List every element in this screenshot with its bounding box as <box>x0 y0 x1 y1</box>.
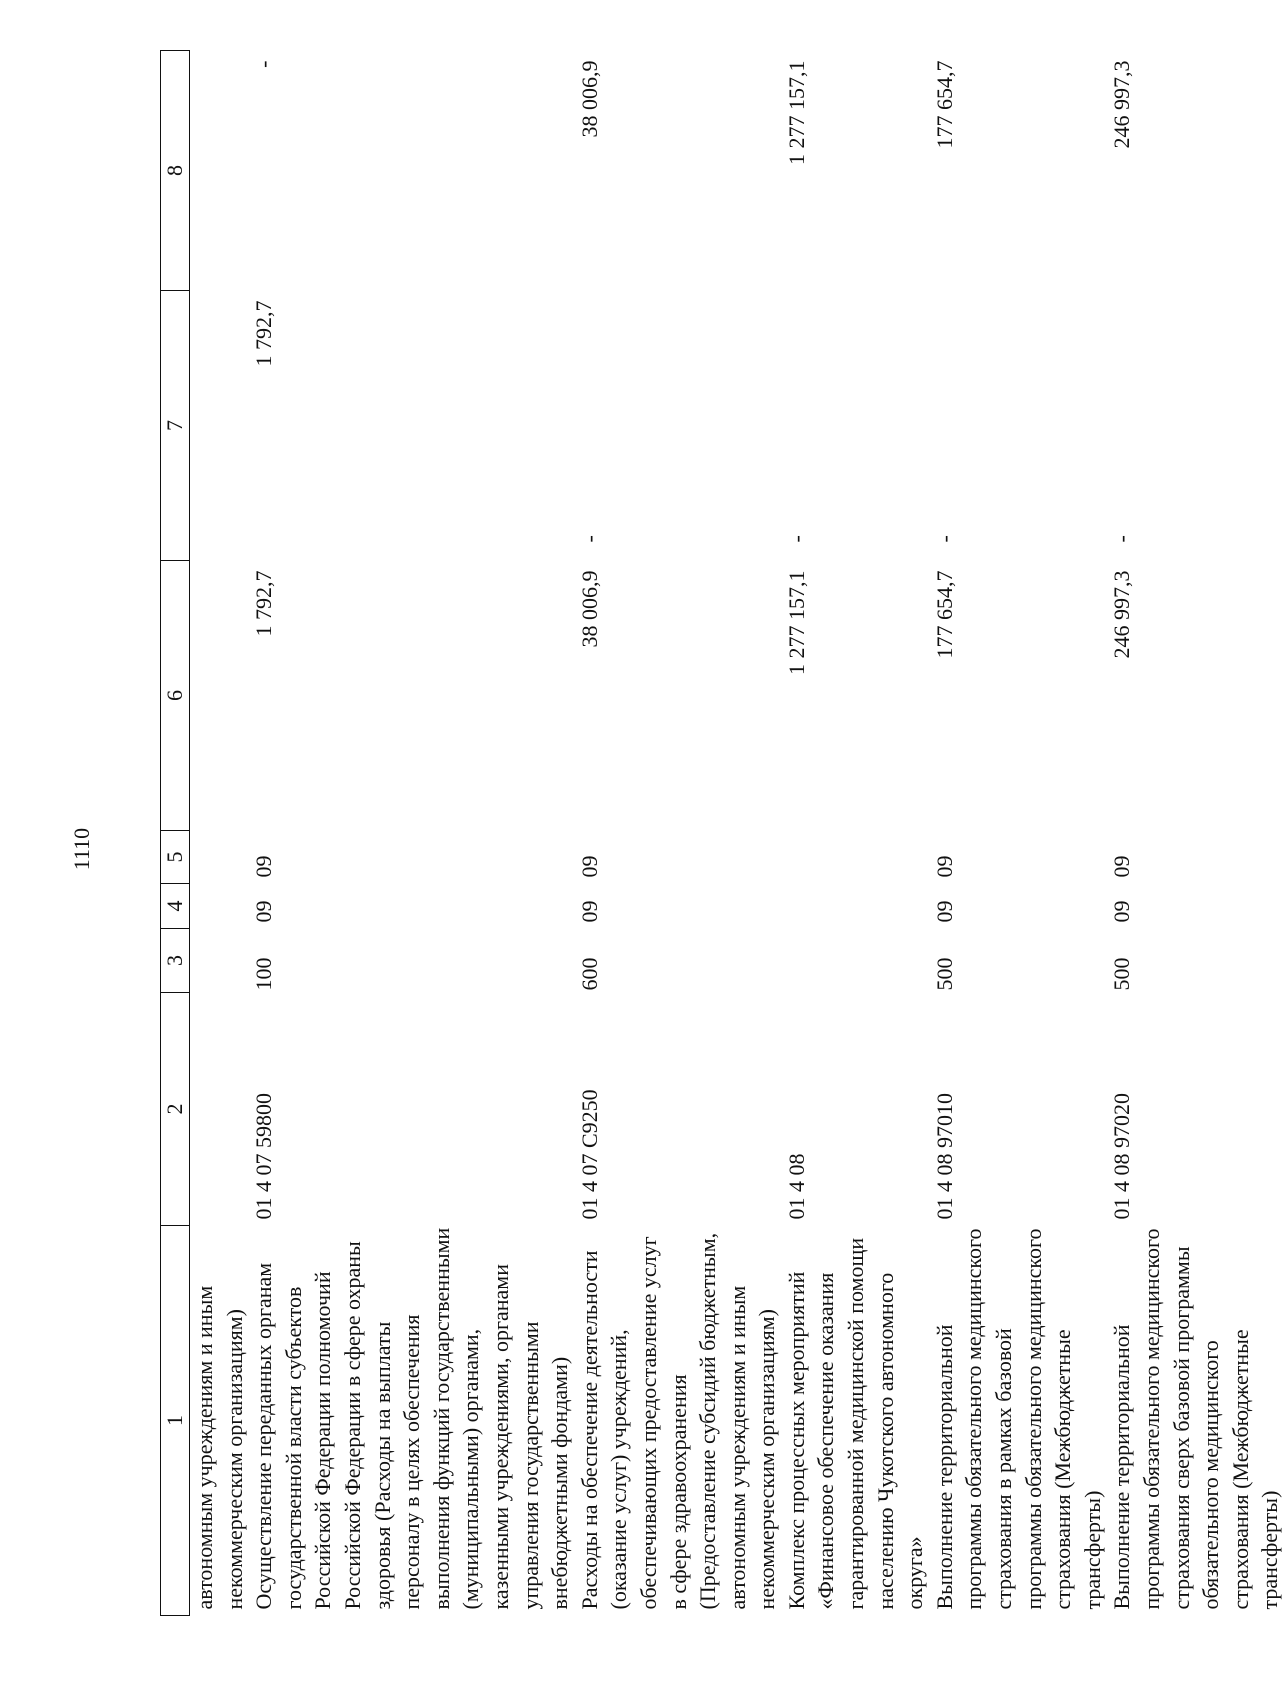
row-col7-cell: - <box>576 535 602 543</box>
row-vr-cell: 500 <box>1109 957 1135 991</box>
row-rz-cell: 09 <box>1109 900 1135 923</box>
header-cell-4: 4 <box>161 884 190 929</box>
table-header-row <box>161 51 190 1616</box>
row-vr-cell: 100 <box>251 957 277 991</box>
row-col6-cell: 1 792,7 <box>251 570 277 637</box>
table-row <box>575 51 782 1616</box>
header-cell-2: 2 <box>161 993 190 1226</box>
row-col7-cell <box>190 291 250 561</box>
row-rz-cell: 09 <box>576 900 602 923</box>
row-col7-cell: - <box>931 535 957 543</box>
table-row <box>190 51 250 1616</box>
row-col6-cell <box>190 561 250 831</box>
row-name-cell: Выполнение территориальной программы обязательного медицинского страхования в рамках базовой программы обязательного медицинского страхования (Межбюджетные трансферты) <box>931 1228 1105 1610</box>
row-rz-cell: 09 <box>931 900 957 923</box>
table-row <box>782 51 930 1616</box>
row-pr-cell: 09 <box>1109 855 1135 878</box>
row-csr-cell: 01 4 07 С9250 <box>576 1089 602 1220</box>
row-col6-cell: 177 654,7 <box>931 570 957 659</box>
row-col6-cell: 38 006,9 <box>576 570 602 648</box>
header-cell-8: 8 <box>161 51 190 291</box>
row-name-cell: Выполнение территориальной программы обязательного медицинского страхования сверх базовой программы обязательного медицинского страхования (Межбюджетные трансферты) <box>1109 1228 1283 1610</box>
row-col8-cell: 38 006,9 <box>576 60 602 138</box>
row-col6-cell: 246 997,3 <box>1109 570 1135 659</box>
row-name-cell: Комплекс процессных мероприятий «Финансовое обеспечение оказания гарантированной медицинской помощи населению Чукотского автономного округа» <box>783 1237 928 1610</box>
row-col6-cell: 1 277 157,1 <box>783 570 809 675</box>
row-pr-cell <box>190 831 250 884</box>
row-col8-cell: 1 277 157,1 <box>783 60 809 165</box>
page-number: 1110 <box>69 827 94 871</box>
row-name-cell: Расходы на обеспечение деятельности (оказание услуг) учреждений, обеспечивающих предоставление услуг в сфере здравоохранения (Предоставление субсидий бюджетным, автономным учреждениям и иным некоммерческим организациям) <box>576 1232 780 1610</box>
row-col8-cell: - <box>251 60 277 68</box>
row-pr-cell: 09 <box>576 855 602 878</box>
row-pr-cell: 09 <box>251 855 277 878</box>
header-cell-1: 1 <box>161 1226 190 1616</box>
row-csr-cell: 01 4 07 59800 <box>251 1093 277 1220</box>
table-row <box>930 51 1108 1616</box>
rotated-page-content <box>160 51 1283 1616</box>
row-pr-cell <box>782 831 930 884</box>
row-vr-cell: 600 <box>576 957 602 991</box>
header-cell-6: 6 <box>161 561 190 831</box>
header-cell-3: 3 <box>161 929 190 993</box>
row-col8-cell: 246 997,3 <box>1109 60 1135 149</box>
row-csr-cell: 01 4 08 97010 <box>931 1093 957 1220</box>
header-cell-5: 5 <box>161 831 190 884</box>
row-csr-cell: 01 4 08 97020 <box>1109 1093 1135 1220</box>
row-name-cell: автономным учреждениям и иным некоммерческим организациям) <box>192 1285 247 1610</box>
row-col7-cell: 1 792,7 <box>251 300 277 367</box>
row-vr-cell <box>782 929 930 993</box>
header-cell-7: 7 <box>161 291 190 561</box>
row-vr-cell: 500 <box>931 957 957 991</box>
table-row <box>1107 51 1285 1616</box>
row-pr-cell: 09 <box>931 855 957 878</box>
row-col7-cell: - <box>783 535 809 543</box>
row-csr-cell <box>190 993 250 1226</box>
row-col8-cell <box>190 51 250 291</box>
row-col7-cell: - <box>1109 535 1135 543</box>
budget-table <box>160 50 1285 1616</box>
row-rz-cell <box>190 884 250 929</box>
row-rz-cell: 09 <box>251 900 277 923</box>
row-csr-cell: 01 4 08 <box>783 1153 809 1220</box>
row-rz-cell <box>782 884 930 929</box>
row-name-cell: Осуществление переданных органам государственной власти субъектов Российской Федерации полномочий Российской Федерации в сфере охраны здоровья (Расходы на выплаты персоналу в целях обеспечения выполнения функций государственными (муниципальными) органами, казенными учреждениями, органами управления государственными внебюджетными фондами) <box>251 1227 573 1610</box>
row-vr-cell <box>190 929 250 993</box>
table-row <box>249 51 575 1616</box>
row-col8-cell: 177 654,7 <box>931 60 957 149</box>
